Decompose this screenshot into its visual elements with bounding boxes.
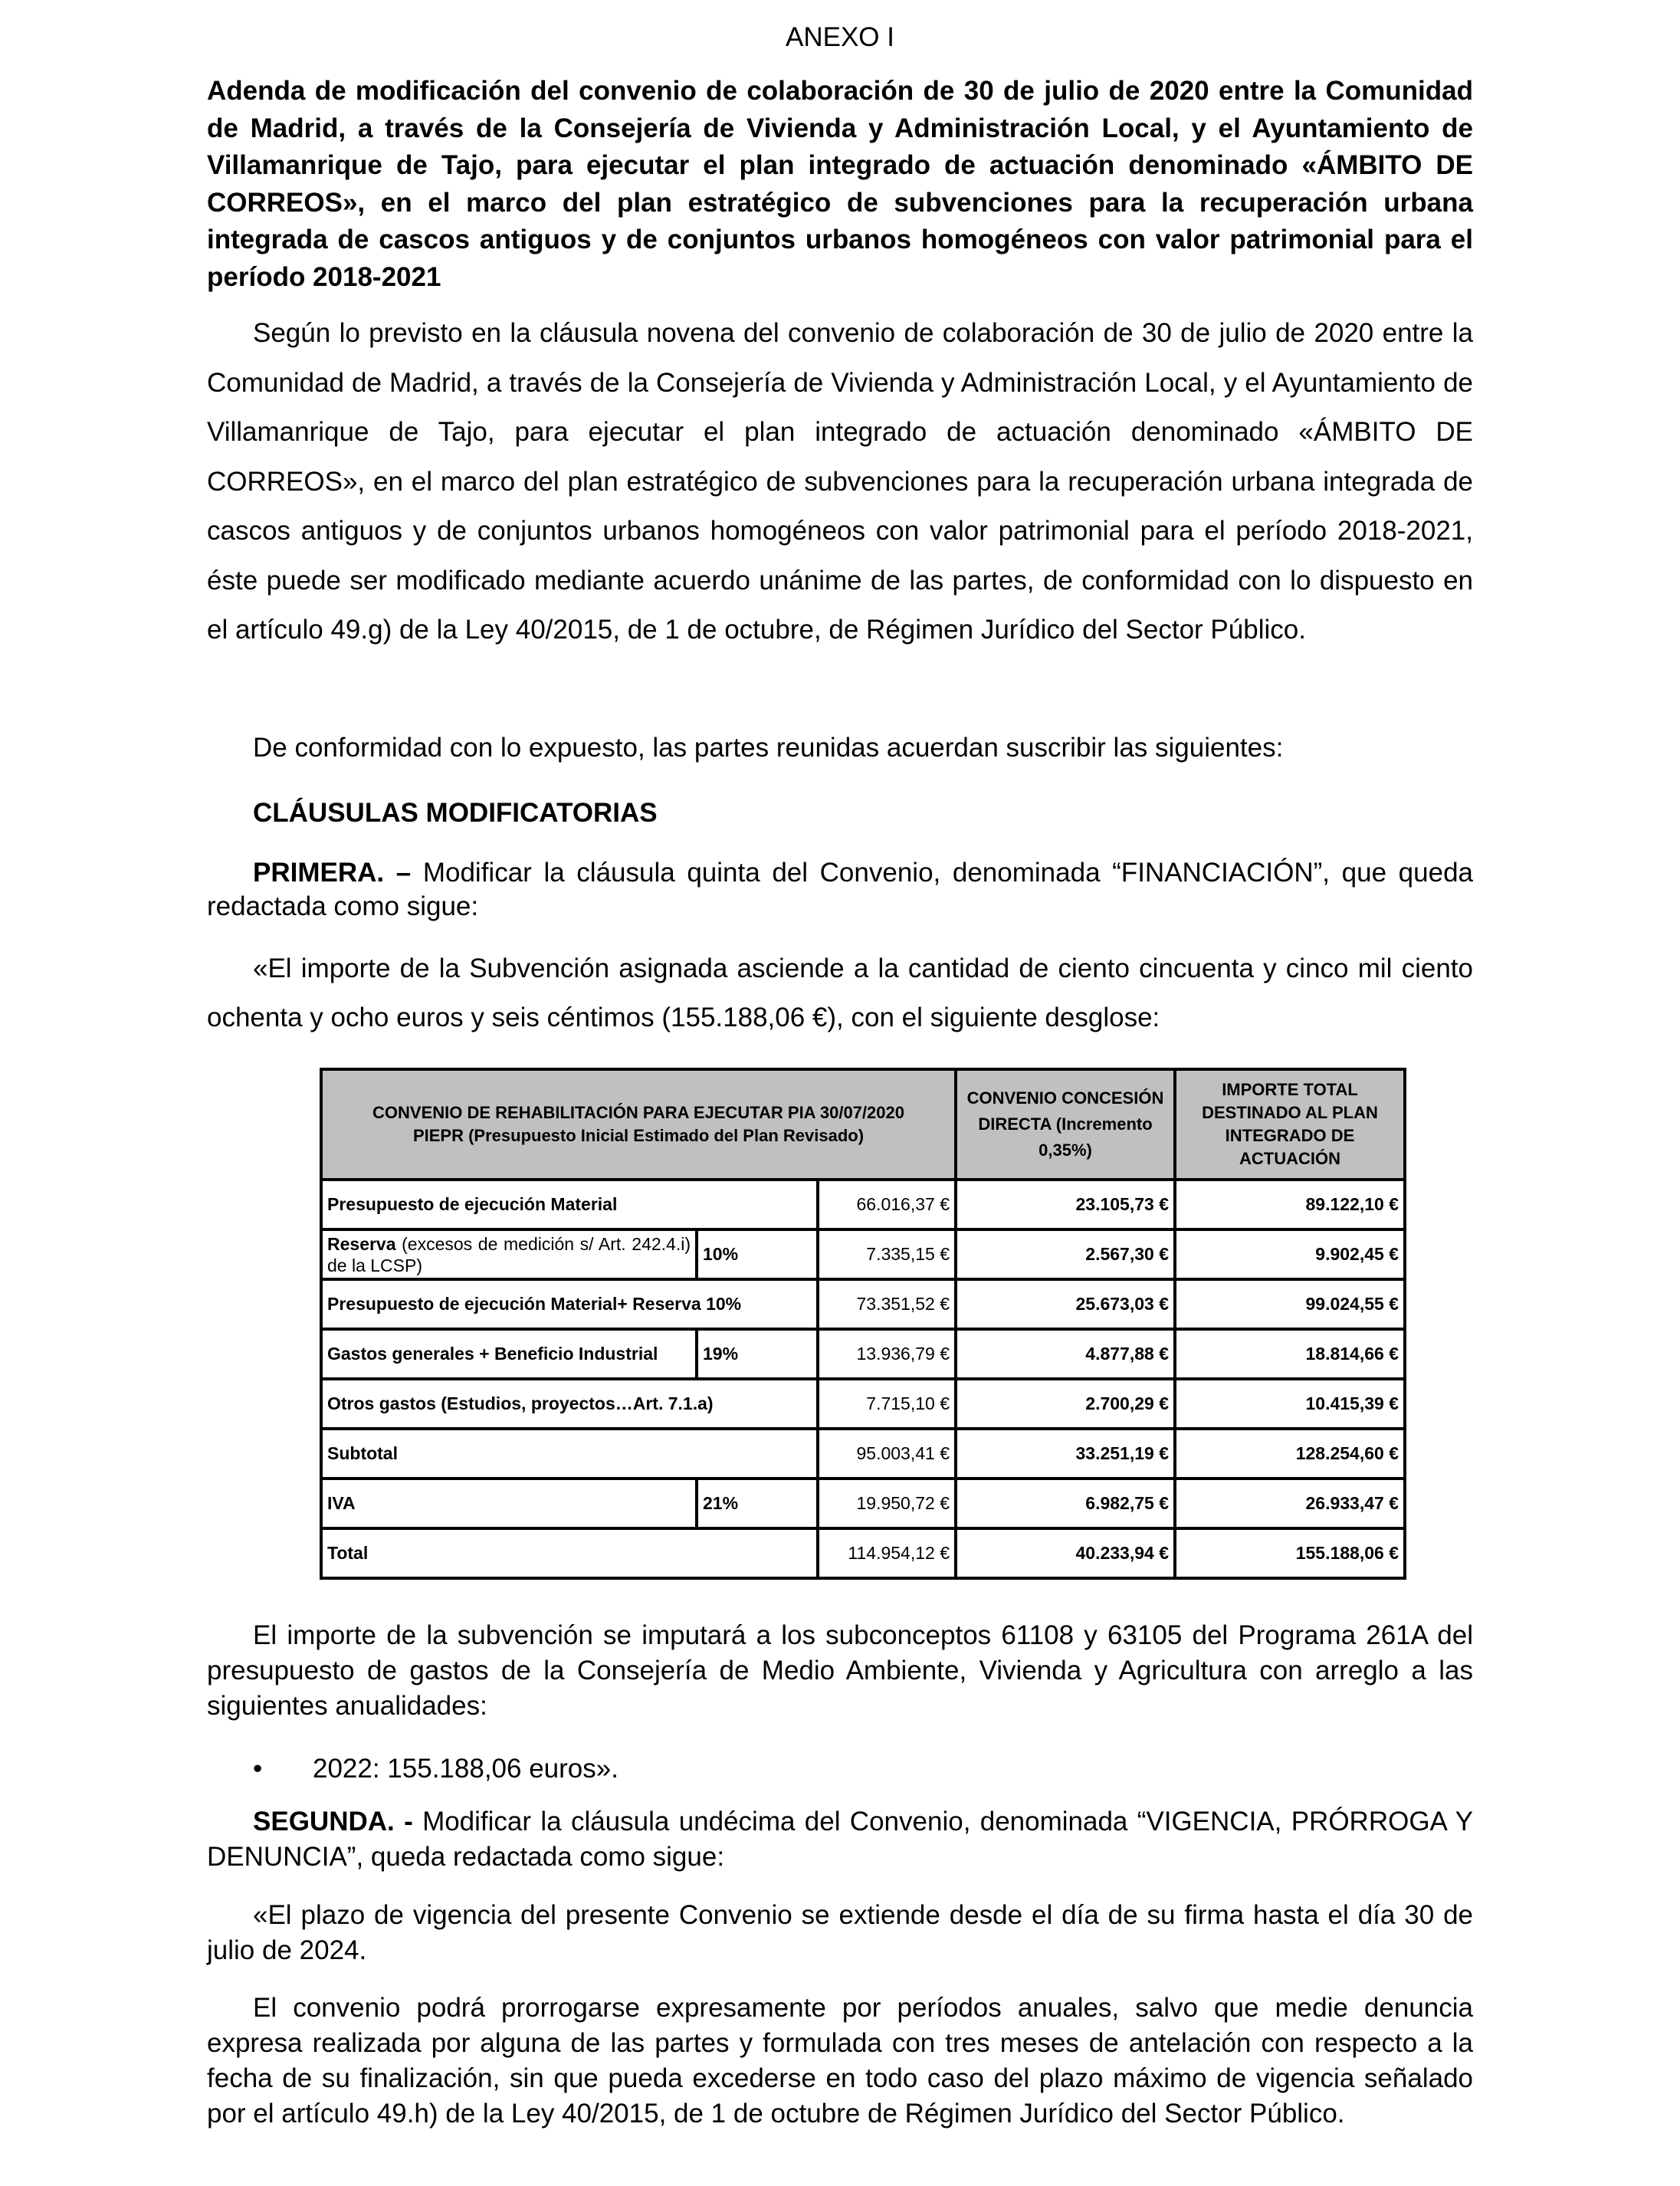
first-clause-paragraph — [207, 856, 1473, 924]
first-clause-text: Modificar la cláusula quinta del Convenio, denominada “FINANCIACIÓN”, que queda redactada como sigue: — [207, 858, 1474, 921]
row-label-bold: Subtotal — [327, 1443, 398, 1463]
cell-piepr: 114.954,12 € — [818, 1528, 956, 1578]
row-label-bold: Presupuesto de ejecución Material — [327, 1194, 618, 1214]
second-clause-paragraph — [207, 1804, 1473, 1875]
second-clause-text: Modificar la cláusula undécima del Convenio, denominada “VIGENCIA, PRÓRROGA Y DENUNCIA”, queda redactada como sigue: — [207, 1807, 1473, 1872]
table-row — [321, 1379, 1405, 1429]
cell-importe-total: 155.188,06 € — [1175, 1528, 1405, 1578]
cell-piepr: 73.351,52 € — [818, 1279, 956, 1329]
agreement-paragraph: De conformidad con lo expuesto, las partes reunidas acuerdan suscribir las siguientes: — [253, 733, 1284, 763]
header-piepr-line2: PIEPR (Presupuesto Inicial Estimado del Plan Revisado) — [412, 1126, 865, 1145]
table-row — [321, 1479, 1405, 1528]
table-row — [321, 1180, 1405, 1229]
cell-concesion-directa: 40.233,94 € — [956, 1528, 1175, 1578]
table-row — [321, 1279, 1405, 1329]
row-label-bold: Otros gastos (Estudios, proyectos…Art. 7.1.a) — [327, 1393, 714, 1413]
cell-piepr: 95.003,41 € — [818, 1429, 956, 1479]
row-label-bold: Total — [327, 1543, 369, 1563]
cell-concesion-directa: 4.877,88 € — [956, 1329, 1175, 1379]
table-row — [321, 1429, 1405, 1479]
table-row — [321, 1329, 1405, 1379]
header-concesion-directa: CONVENIO CONCESIÓN DIRECTA (Incremento 0,35%) — [956, 1069, 1175, 1180]
document-title: Adenda de modificación del convenio de colaboración de 30 de julio de 2020 entre la Comunidad de Madrid, a través de la Consejería de Vivienda y Administración Local, y el Ayuntamiento de Villamanrique de Tajo, para ejecutar el plan integrado de actuación denominado «ÁMBITO DE CORREOS», en el marco del plan estratégico de subvenciones para la recuperación urbana integrada de cascos antiguos y de conjuntos urbanos homogéneos con valor patrimonial para el período 2018-2021 — [207, 76, 1473, 292]
row-label — [321, 1429, 818, 1479]
row-label-detail: (excesos de medición s/ Art. 242.4.i) de la LCSP) — [327, 1233, 691, 1275]
header-piepr-line1: CONVENIO DE REHABILITACIÓN PARA EJECUTAR PIA 30/07/2020 — [372, 1103, 904, 1122]
table-row — [321, 1528, 1405, 1578]
annuality-text: 2022: 155.188,06 euros». — [313, 1754, 619, 1784]
annuality-list-item — [253, 1753, 619, 1785]
table-body — [321, 1180, 1405, 1578]
row-label-bold: Reserva — [327, 1233, 396, 1254]
row-label-bold: Presupuesto de ejecución Material+ Reserva 10% — [327, 1294, 742, 1314]
cell-piepr: 7.335,15 € — [818, 1229, 956, 1279]
cell-importe-total: 99.024,55 € — [1175, 1279, 1405, 1329]
header-piepr — [321, 1069, 956, 1180]
cell-concesion-directa: 23.105,73 € — [956, 1180, 1175, 1229]
header-importe-total: IMPORTE TOTAL DESTINADO AL PLAN INTEGRADO DE ACTUACIÓN — [1175, 1069, 1405, 1180]
cell-importe-total: 9.902,45 € — [1175, 1229, 1405, 1279]
clauses-heading: CLÁUSULAS MODIFICATORIAS — [253, 798, 658, 828]
row-label — [321, 1379, 818, 1429]
cell-piepr: 13.936,79 € — [818, 1329, 956, 1379]
row-label — [321, 1229, 697, 1279]
cell-importe-total: 26.933,47 € — [1175, 1479, 1405, 1528]
cell-importe-total: 10.415,39 € — [1175, 1379, 1405, 1429]
cell-importe-total: 18.814,66 € — [1175, 1329, 1405, 1379]
cell-concesion-directa: 2.567,30 € — [956, 1229, 1175, 1279]
cell-piepr: 7.715,10 € — [818, 1379, 956, 1429]
row-label — [321, 1329, 697, 1379]
bullet-icon: • — [253, 1754, 263, 1784]
table-header-row — [321, 1069, 1405, 1180]
row-label — [321, 1180, 818, 1229]
cell-piepr: 19.950,72 € — [818, 1479, 956, 1528]
cell-concesion-directa: 6.982,75 € — [956, 1479, 1175, 1528]
row-percentage: 21% — [697, 1479, 818, 1528]
cell-piepr: 66.016,37 € — [818, 1180, 956, 1229]
imputation-paragraph: El importe de la subvención se imputará a los subconceptos 61108 y 63105 del Programa 261A del presupuesto de gastos de la Consejería de Medio Ambiente, Vivienda y Agricultura con arreglo a las siguientes anualidades: — [207, 1620, 1473, 1721]
row-label — [321, 1479, 697, 1528]
budget-table — [320, 1068, 1406, 1580]
row-percentage: 19% — [697, 1329, 818, 1379]
cell-importe-total: 128.254,60 € — [1175, 1429, 1405, 1479]
cell-concesion-directa: 2.700,29 € — [956, 1379, 1175, 1429]
row-label-bold: Gastos generales + Beneficio Industrial — [327, 1344, 658, 1364]
cell-concesion-directa: 25.673,03 € — [956, 1279, 1175, 1329]
validity-paragraph: «El plazo de vigencia del presente Convenio se extiende desde el día de su firma hasta el día 30 de julio de 2024. — [207, 1900, 1473, 1965]
row-label — [321, 1279, 818, 1329]
extension-paragraph: El convenio podrá prorrogarse expresamente por períodos anuales, salvo que medie denuncia expresa realizada por alguna de las partes y formulada con tres meses de antelación con respecto a la fecha de su finalización, sin que pueda excederse en todo caso del plazo máximo de vigencia señalado por el artículo 49.h) de la Ley 40/2015, de 1 de octubre de Régimen Jurídico del Sector Público. — [207, 1993, 1473, 2129]
cell-concesion-directa: 33.251,19 € — [956, 1429, 1175, 1479]
row-label-bold: IVA — [327, 1493, 356, 1513]
row-label — [321, 1528, 818, 1578]
first-clause-label: PRIMERA. – — [253, 858, 412, 888]
cell-importe-total: 89.122,10 € — [1175, 1180, 1405, 1229]
second-clause-label: SEGUNDA. - — [253, 1807, 413, 1836]
intro-paragraph: Según lo previsto en la cláusula novena del convenio de colaboración de 30 de julio de 2020 entre la Comunidad de Madrid, a través de la Consejería de Vivienda y Administración Local, y el Ayuntamiento de Villamanrique de Tajo, para ejecutar el plan integrado de actuación denominado «ÁMBITO DE CORREOS», en el marco del plan estratégico de subvenciones para la recuperación urbana integrada de cascos antiguos y de conjuntos urbanos homogéneos con valor patrimonial para el período 2018-2021, éste puede ser modificado mediante acuerdo unánime de las partes, de conformidad con lo dispuesto en el artículo 49.g) de la Ley 40/2015, de 1 de octubre, de Régimen Jurídico del Sector Público. — [207, 318, 1473, 645]
table-row — [321, 1229, 1405, 1279]
annex-label: ANEXO I — [786, 22, 894, 52]
row-percentage: 10% — [697, 1229, 818, 1279]
amount-paragraph: «El importe de la Subvención asignada asciende a la cantidad de ciento cincuenta y cinco mil ciento ochenta y ocho euros y seis céntimos (155.188,06 €), con el siguiente desglose: — [207, 954, 1473, 1032]
